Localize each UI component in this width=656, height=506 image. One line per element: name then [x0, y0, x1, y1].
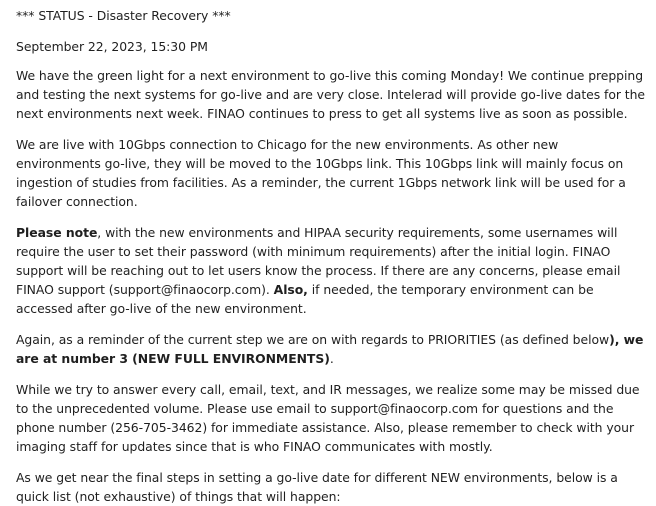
paragraph-priorities [16, 330, 646, 368]
paragraph-next-steps: As we get near the final steps in setting a go-live date for different NEW environments, below is a quick list (not exhaustive) of things that will happen: [16, 470, 618, 504]
priorities-text-a: Again, as a reminder of the current step we are on with regards to PRIORITIES (as defined below [16, 332, 610, 347]
document-title: *** STATUS - Disaster Recovery *** [16, 8, 231, 23]
paragraph-please-note [16, 223, 646, 318]
priorities-bold: ), we are at number 3 (NEW FULL ENVIRONMENTS) [16, 332, 644, 366]
document-date: September 22, 2023, 15:30 PM [16, 39, 208, 54]
please-note-text-a: , with the new environments and HIPAA security requirements, some usernames will require the user to set their password (with minimum requirements) after the initial login. FINAO support will be reaching out to let users know the process. If there are any concerns, please email FINAO support (support@finaocorp.com). [16, 225, 621, 297]
paragraph-go-live: We have the green light for a next environment to go-live this coming Monday! We continue prepping and testing the next systems for go-live and are very close. Intelerad will provide go-live dates for the next environments next week. FINAO continues to press to get all systems live as soon as possible. [16, 68, 645, 121]
priorities-text-b: . [329, 351, 334, 366]
please-note-bold: Please note [16, 225, 98, 240]
please-note-text-b: if needed, the temporary environment can be accessed after go-live of the new environment. [16, 282, 594, 316]
paragraph-network-link: We are live with 10Gbps connection to Chicago for the new environments. As other new environments go-live, they will be moved to the 10Gbps link. This 10Gbps link will mainly focus on ingestion of studies from facilities. As a reminder, the current 1Gbps network link will be used for a failover connection. [16, 137, 626, 209]
also-bold: Also, [273, 282, 308, 297]
paragraph-contact: While we try to answer every call, email, text, and IR messages, we realize some may be missed due to the unprecedented volume. Please use email to support@finaocorp.com for questions and the phone number (256-705-3462) for immediate assistance. Also, please remember to check with your imaging staff for updates since that is who FINAO communicates with mostly. [16, 382, 640, 454]
